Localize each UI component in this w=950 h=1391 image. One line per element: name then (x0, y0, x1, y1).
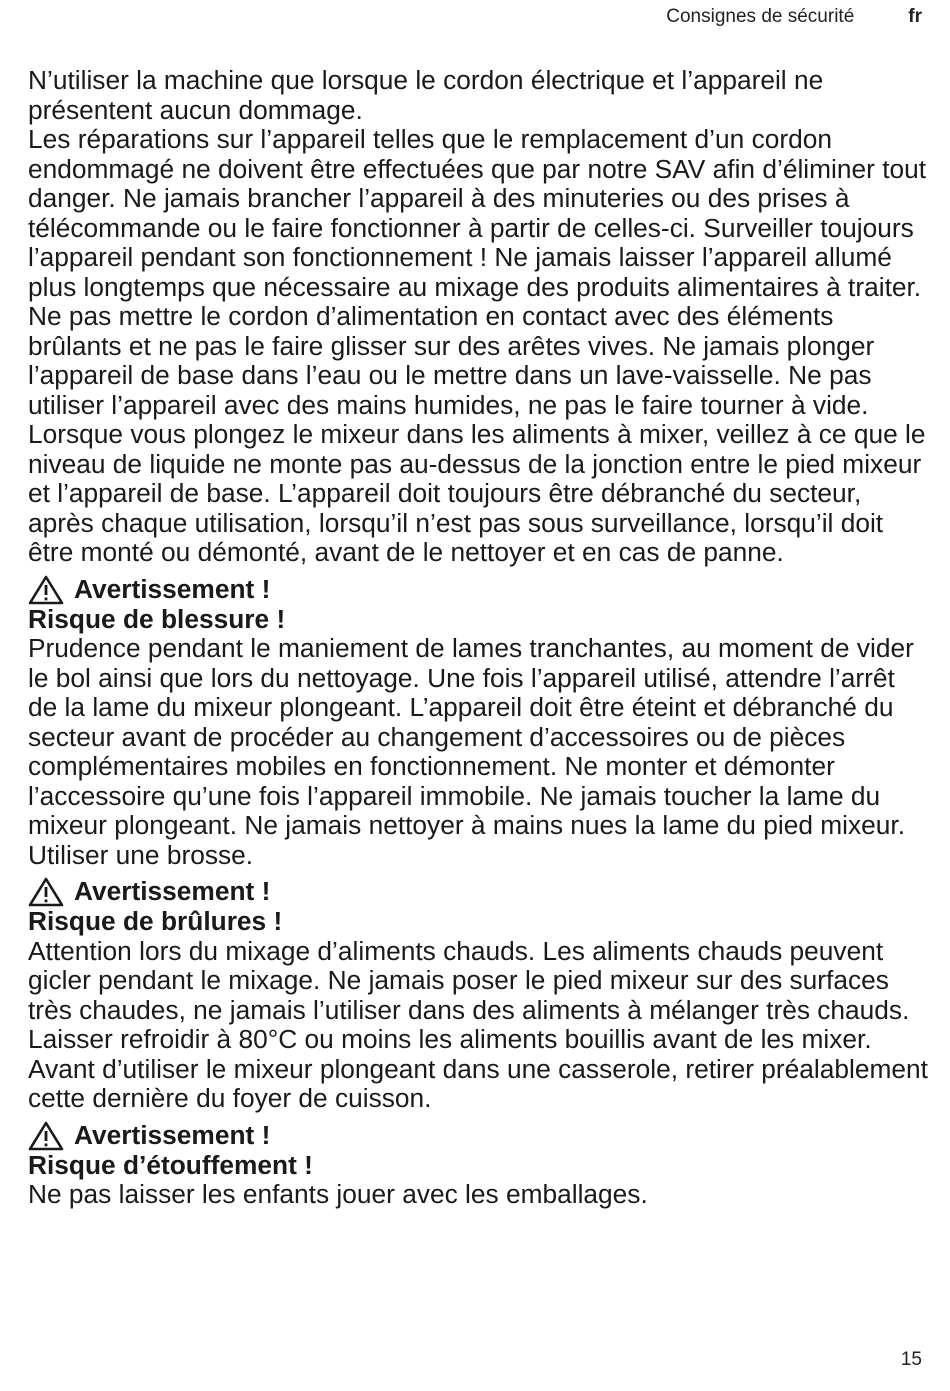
warning-title-text: Avertissement ! (74, 573, 271, 604)
warning-title (28, 877, 928, 907)
warning-body: Attention lors du mixage d’aliments chauds. Les aliments chauds peuvent gicler pendant le mixage. Ne jamais poser le pied mixeur sur des surfaces très chaudes, ne jamais l’utiliser dans des aliments à mélanger très chauds. Laisser refroidir à 80°C ou moins les aliments bouillis avant de les mixer. Avant d’utiliser le mixeur plongeant dans une casserole, retirer préalablement cette dernière du foyer de cuisson. (28, 935, 928, 1113)
warning-title-text: Avertissement ! (74, 1119, 271, 1150)
warning-body: Ne pas laisser les enfants jouer avec les emballages. (28, 1179, 648, 1209)
warning-subtitle: Risque de blessure ! (28, 603, 286, 634)
paragraph-3: Ne pas mettre le cordon d’alimentation en contact avec des éléments brûlants et ne pas le faire glisser sur des arêtes vives. Ne jamais plonger l’appareil de base dans l’eau ou le mettre dans un lave-vaisselle. Ne pas utiliser l’appareil avec des mains humides, ne pas le faire tourner à vide. Lorsque vous plongez le mixeur dans les aliments à mixer, veillez à ce que le niveau de liquide ne monte pas au-dessus de la jonction entre le pied mixeur et l’appareil de base. L’appareil doit toujours être débranché du secteur, après chaque utilisation, lorsqu’il n’est pas sous surveillance, lorsqu’il doit être monté ou démonté, avant de le nettoyer et en cas de panne. (28, 301, 926, 567)
section-title: Consignes de sécurité (666, 6, 855, 27)
warning-body: Prudence pendant le maniement de lames tranchantes, au moment de vider le bol ainsi que lors du nettoyage. Une fois l’appareil utilisé, attendre l’arrêt de la lame du mixeur plongeant. L’appareil doit être éteint et débranché du secteur avant de procéder au changement d’accessoires ou de pièces complémentaires mobiles en fonctionnement. Ne monter et démonter l’accessoire qu’une fois l’appareil immobile. Ne jamais toucher la lame du mixeur plongeant. Ne jamais nettoyer à mains nues la lame du pied mixeur. (28, 633, 914, 840)
warning-title (28, 1121, 928, 1151)
warning-block-injury (28, 575, 928, 871)
warning-subtitle: Risque de brûlures ! (28, 906, 283, 936)
warning-block-burns (28, 877, 928, 1114)
warning-block-suffocation (28, 1121, 928, 1210)
page-header (666, 6, 922, 28)
language-code: fr (908, 6, 922, 27)
warning-body-2: Utiliser une brosse. (28, 839, 254, 870)
warning-triangle-icon (28, 575, 64, 605)
warning-triangle-icon (28, 1121, 64, 1151)
warning-title (28, 575, 928, 605)
page-content (28, 66, 928, 1210)
page-number: 15 (900, 1349, 922, 1370)
paragraph-2: Les réparations sur l’appareil telles que le remplacement d’un cordon endommagé ne doivent être effectuées que par notre SAV afin d’éliminer tout danger. Ne jamais brancher l’appareil à des minuteries ou des prises à télécommande ou le faire fonctionner à partir de celles-ci. Surveiller toujours l’appareil pendant son fonctionnement ! Ne jamais laisser l’appareil allumé plus longtemps que nécessaire au mixage des produits alimentaires à traiter. (28, 124, 927, 302)
paragraph-1: N’utiliser la machine que lorsque le cordon électrique et l’appareil ne présentent aucun dommage. (28, 65, 824, 125)
warning-triangle-icon (28, 877, 64, 907)
warning-subtitle: Risque d’étouffement ! (28, 1149, 313, 1180)
warning-title-text: Avertissement ! (74, 876, 271, 907)
